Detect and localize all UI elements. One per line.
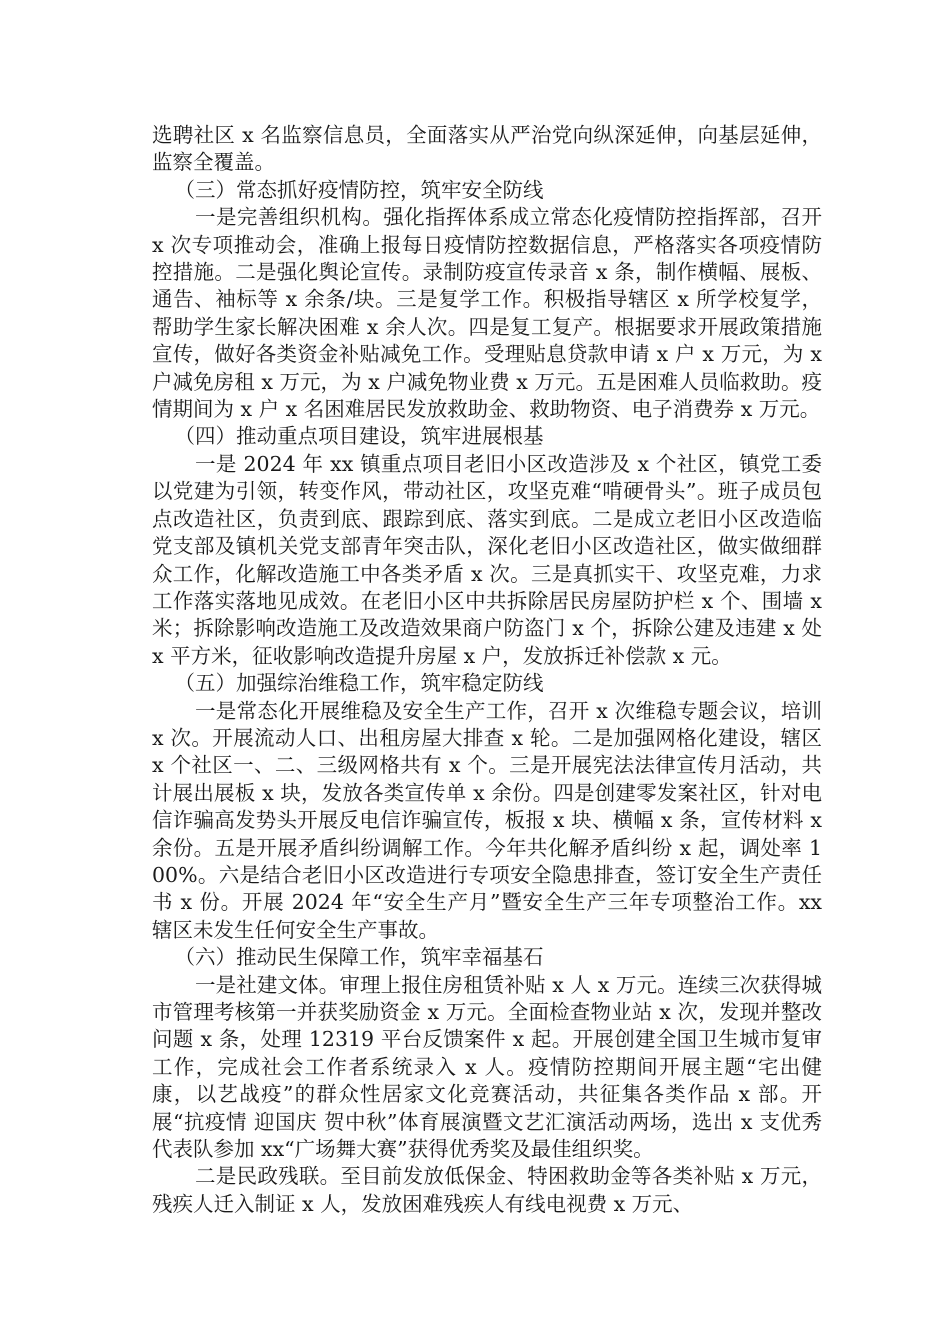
paragraph-civil-affairs: 二是民政残联。至目前发放低保金、特困救助金等各类补贴 x 万元，残疾人迁入制证 x 人，发放困难残疾人有线电视费 x 万元、 — [152, 1164, 822, 1216]
section-heading-3: （三）常态抓好疫情防控，筑牢安全防线 — [174, 177, 544, 202]
document-body — [152, 122, 822, 1218]
paragraph-key-projects: 一是 2024 年 xx 镇重点项目老旧小区改造涉及 x 个社区，镇党工委以党建为引领，转变作风，带动社区，攻坚克难“啃硬骨头”。班子成员包点改造社区，负责到底、跟踪到底、落实到底。二是成立老旧小区改造临党支部及镇机关党支部青年突击队，深化老旧小区改造社区，做实做细群众工作，化解改造施工中各类矛盾 x 次。三是真抓实干、攻坚克难，力求工作落实落地见成效。在老旧小区中共拆除居民房屋防护栏 x 个、围墙 x 米；拆除影响改造施工及改造效果商户防盗门 x 个，拆除公建及违建 x 处 x 平方米，征收影响改造提升房屋 x 户，发放拆迁补偿款 x 元。 — [152, 451, 822, 668]
paragraph-epidemic-control: 一是完善组织机构。强化指挥体系成立常态化疫情防控指挥部，召开 x 次专项推动会，准确上报每日疫情防控数据信息，严格落实各项疫情防控措施。二是强化舆论宣传。录制防疫宣传录音 x 条，制作横幅、展板、通告、袖标等 x 余条/块。三是复学工作。积极指导辖区 x 所学校复学，帮助学生家长解决困难 x 余人次。四是复工复产。根据要求开展政策措施宣传，做好各类资金补贴减免工作。受理贴息贷款申请 x 户 x 万元，为 x 户减免房租 x 万元，为 x 户减免物业费 x 万元。五是困难人员临救助。疫情期间为 x 户 x 名困难居民发放救助金、救助物资、电子消费券 x 万元。 — [152, 205, 822, 422]
section-heading-5: （五）加强综治维稳工作，筑牢稳定防线 — [174, 671, 544, 696]
paragraph-continued: 选聘社区 x 名监察信息员，全面落实从严治党向纵深延伸，向基层延伸，监察全覆盖。 — [152, 123, 822, 175]
section-heading-4: （四）推动重点项目建设，筑牢进展根基 — [174, 424, 544, 449]
paragraph-social-culture: 一是社建文体。审理上报住房租赁补贴 x 人 x 万元。连续三次获得城市管理考核第一并获奖励资金 x 万元。全面检查物业站 x 次，发现并整改问题 x 条，处理 12319 平台反馈案件 x 起。开展创建全国卫生城市复审工作，完成社会工作者系统录入 x 人。疫情防控期间开展主题“宅出健康，以艺战疫”的群众性居家文化竞赛活动，共征集各类作品 x 部。开展“抗疫情 迎国庆 贺中秋”体育展演暨文艺汇演活动两场，选出 x 支优秀代表队参加 xx“广场舞大赛”获得优秀奖及最佳组织奖。 — [152, 972, 822, 1162]
paragraph-stability: 一是常态化开展维稳及安全生产工作，召开 x 次维稳专题会议，培训 x 次。开展流动人口、出租房屋大排查 x 轮。二是加强网格化建设，辖区 x 个社区一、二、三级网格共有 x 个。三是开展宪法法律宣传月活动，共计展出展板 x 块，发放各类宣传单 x 余份。四是创建零发案社区，针对电信诈骗高发势头开展反电信诈骗宣传，板报 x 块、横幅 x 条，宣传材料 x 余份。五是开展矛盾纠纷调解工作。今年共化解矛盾纠纷 x 起，调处率 100%。六是结合老旧小区改造进行专项安全隐患排查，签订安全生产责任书 x 份。开展 2024 年“安全生产月”暨安全生产三年专项整治工作。xx 辖区未发生任何安全生产事故。 — [152, 698, 822, 942]
section-heading-6: （六）推动民生保障工作，筑牢幸福基石 — [174, 945, 544, 970]
